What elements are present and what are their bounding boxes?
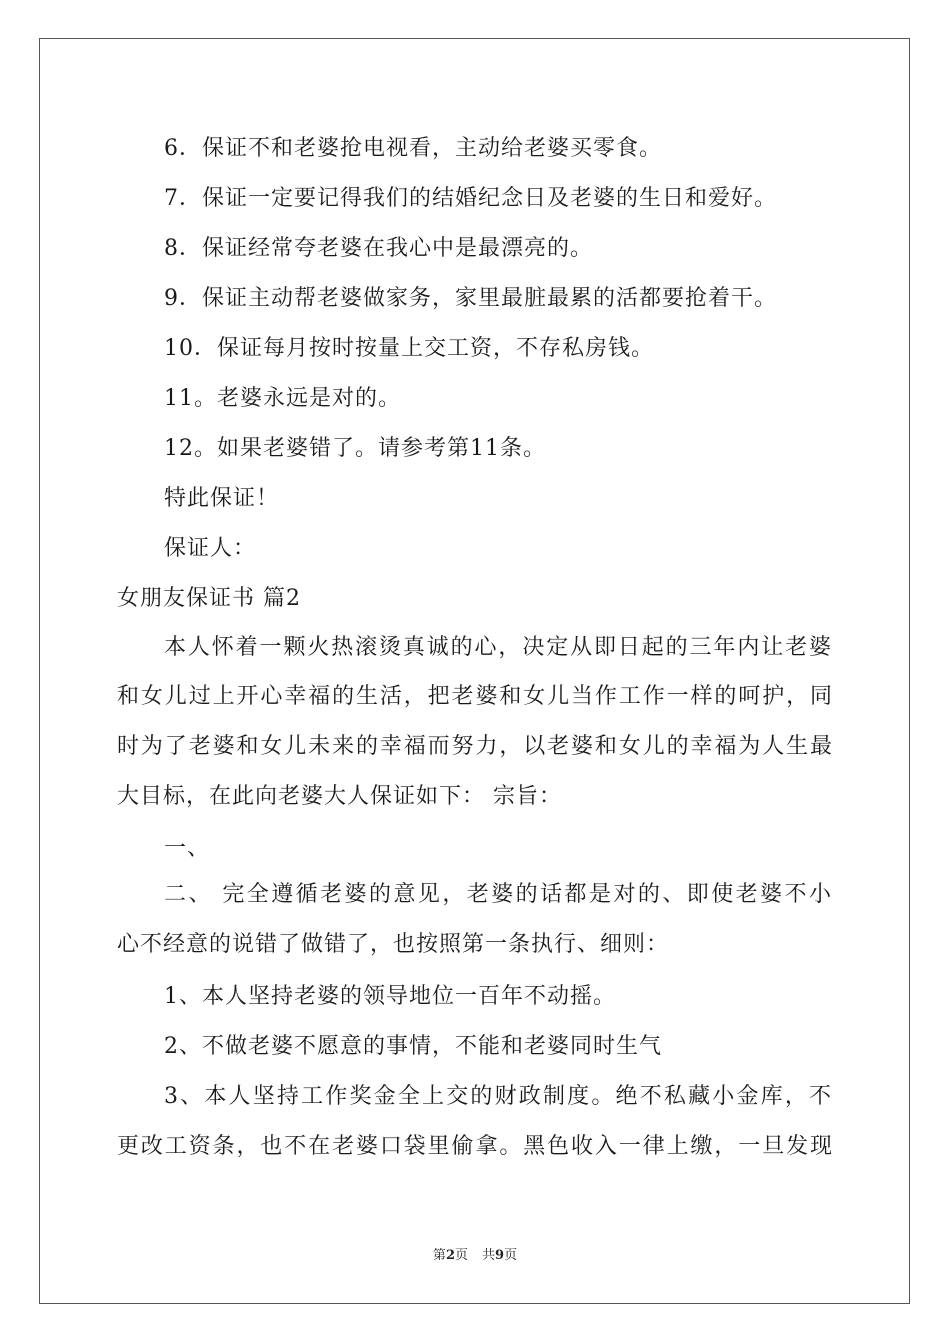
paragraph-line: 更改工资条，也不在老婆口袋里偷拿。黑色收入一律上缴，一旦发现 (117, 1134, 833, 1159)
page-footer (0, 1248, 950, 1264)
section-heading: 女朋友保证书 篇2 (117, 586, 301, 611)
text-line: 特此保证！ (164, 486, 280, 511)
text-line: 7．保证一定要记得我们的结婚纪念日及老婆的生日和爱好。 (164, 186, 777, 211)
text-line: 2、不做老婆不愿意的事情，不能和老婆同时生气 (164, 1034, 662, 1059)
text-line: 6．保证不和老婆抢电视看，主动给老婆买零食。 (164, 136, 662, 161)
page-border (39, 38, 910, 1304)
footer-page-suffix: 页 (454, 1248, 468, 1263)
text-line: 9．保证主动帮老婆做家务，家里最脏最累的活都要抢着干。 (164, 286, 777, 311)
text-line: 10．保证每月按时按量上交工资，不存私房钱。 (164, 336, 654, 361)
paragraph-line: 本人怀着一颗火热滚烫真诚的心，决定从即日起的三年内让老婆 (164, 635, 832, 660)
paragraph-line: 心不经意的说错了做错了，也按照第一条执行、细则： (117, 932, 670, 957)
paragraph-line: 和女儿过上开心幸福的生活，把老婆和女儿当作工作一样的呵护，同 (117, 684, 833, 709)
text-line: 一、 (164, 836, 211, 861)
text-line: 保证人： (164, 536, 257, 561)
footer-prefix: 第 (432, 1248, 446, 1263)
text-line: 12。如果老婆错了。请参考第11条。 (164, 436, 546, 461)
paragraph-line: 大目标，在此向老婆大人保证如下： 宗旨： (117, 784, 562, 809)
text-line: 8．保证经常夸老婆在我心中是最漂亮的。 (164, 236, 593, 261)
text-line: 11。老婆永远是对的。 (164, 386, 401, 411)
paragraph-line: 时为了老婆和女儿未来的幸福而努力，以老婆和女儿的幸福为人生最 (117, 734, 833, 759)
footer-total-prefix: 共 (482, 1248, 496, 1263)
paragraph-line: 二、 完全遵循老婆的意见，老婆的话都是对的、即使老婆不小 (164, 882, 832, 907)
footer-total-suffix: 页 (504, 1248, 518, 1263)
current-page-number: 2 (445, 1248, 455, 1263)
text-line: 1、本人坚持老婆的领导地位一百年不动摇。 (164, 984, 616, 1009)
paragraph-line: 3、本人坚持工作奖金全上交的财政制度。绝不私藏小金库，不 (164, 1084, 832, 1109)
total-pages-number: 9 (495, 1248, 505, 1263)
